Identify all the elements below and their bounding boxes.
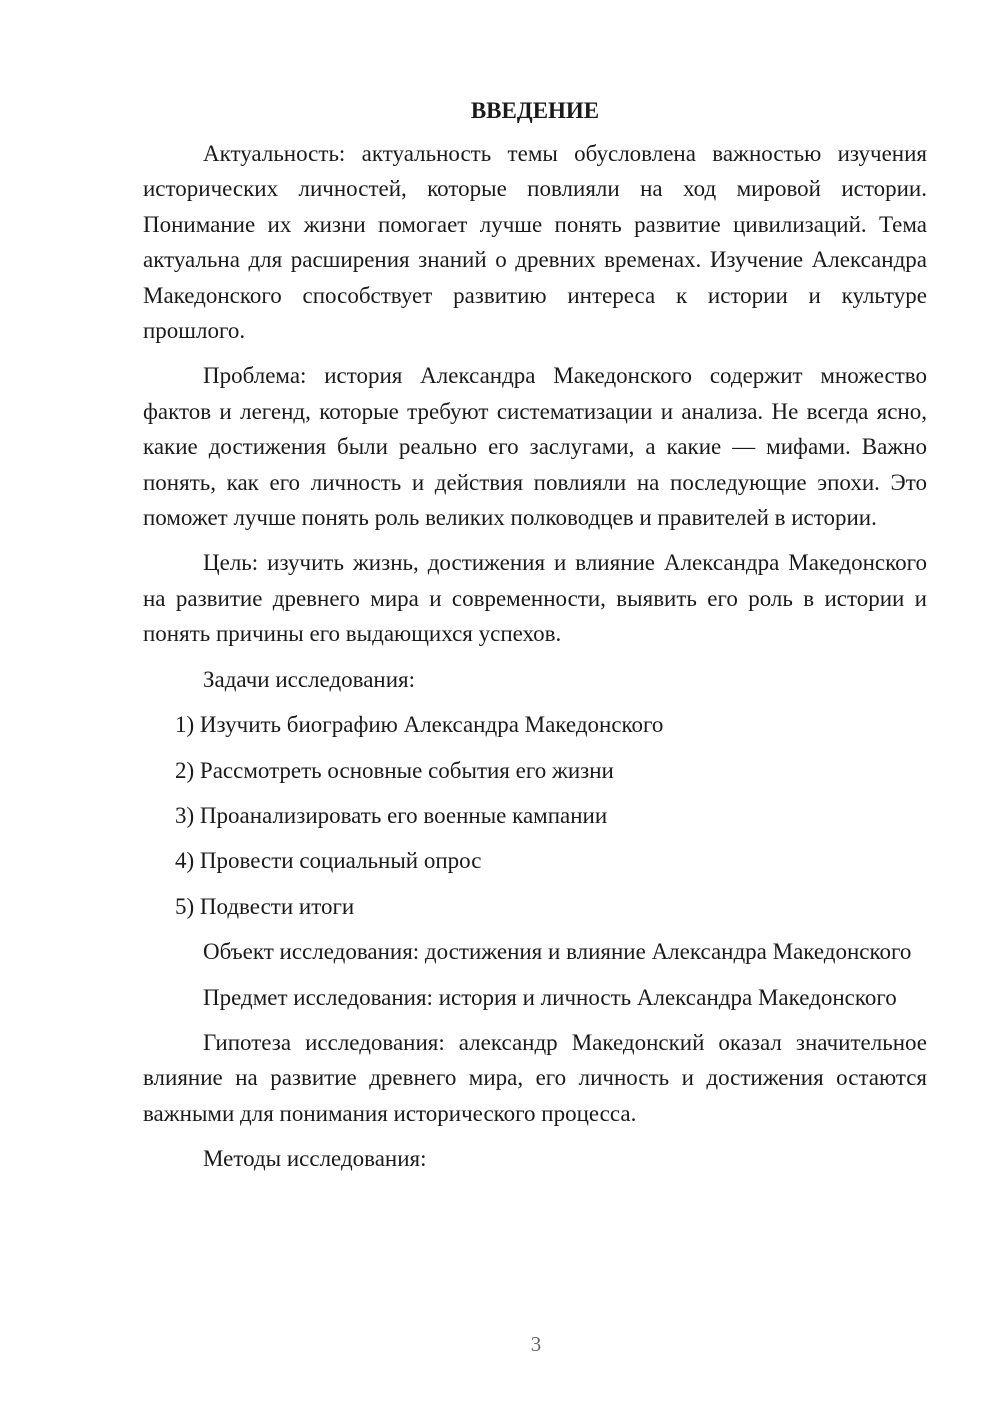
list-item: 2) Рассмотреть основные события его жизни [175,757,614,783]
subject-paragraph: Предмет исследования: история и личность Александра Македонского [203,984,897,1010]
list-item: 5) Подвести итоги [175,893,355,919]
object-paragraph: Объект исследования: достижения и влияние Александра Македонского [203,939,912,965]
hypothesis-paragraph: Гипотеза исследования: александр Македонский оказал значительное влияние на развитие древнего мира, его личность и достижения остаются важными для понимания исторического процесса. [143,1029,927,1126]
problem-paragraph: Проблема: история Александра Македонского содержит множество фактов и легенд, которые требуют систематизации и анализа. Не всегда ясно, какие достижения были реально его заслугами, а какие — мифами. Важно понять, как его личность и действия повлияли на последующие эпохи. Это поможет лучше понять роль великих полководцев и правителей в истории. [143,363,927,531]
relevance-paragraph: Актуальность: актуальность темы обусловлена важностью изучения исторических личностей, которые повлияли на ход мировой истории. Понимание их жизни помогает лучше понять развитие цивилизаций. Тема актуальна для расширения знаний о древних временах. Изучение Александра Македонского способствует развитию интереса к истории и культуре прошлого. [143,141,927,344]
goal-paragraph: Цель: изучить жизнь, достижения и влияние Александра Македонского на развитие древнего мира и современности, выявить его роль в истории и понять причины его выдающихся успехов. [143,550,927,647]
list-item: 3) Проанализировать его военные кампании [175,802,608,828]
list-item: 1) Изучить биографию Александра Македонского [175,712,664,738]
tasks-list [143,707,927,924]
page-number: 3 [530,1332,542,1356]
methods-heading: Методы исследования: [203,1146,427,1172]
list-item: 4) Провести социальный опрос [175,848,482,874]
tasks-heading: Задачи исследования: [203,666,416,692]
document-page [143,96,927,1187]
section-title: ВВЕДЕНИЕ [470,98,600,123]
